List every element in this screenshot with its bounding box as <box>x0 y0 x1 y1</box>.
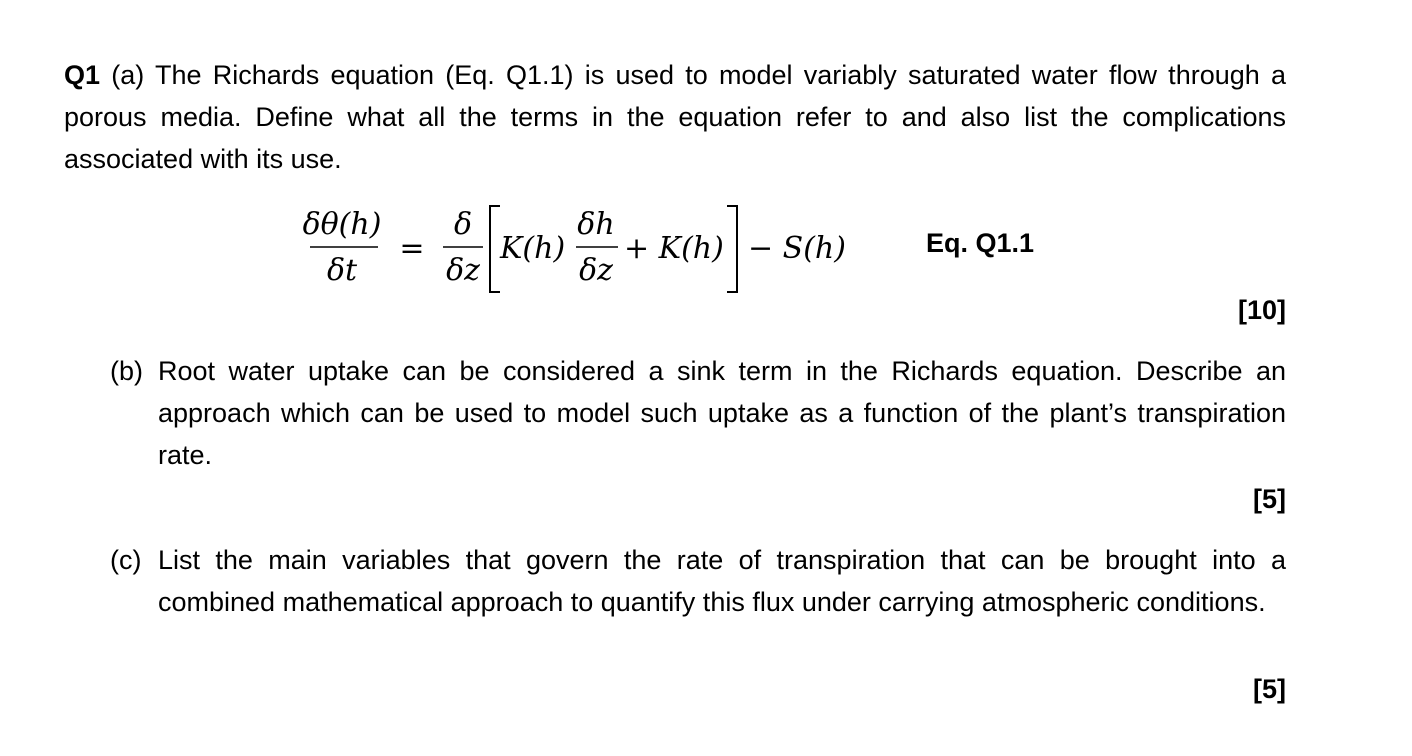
part-a-paragraph <box>64 54 1286 180</box>
part-c-text: List the main variables that govern the rate of transpiration that can be brought into a combined mathematical approach to quantify this flux under carrying atmospheric conditions. <box>158 545 1286 617</box>
eq-op-denominator: δz <box>446 253 480 288</box>
part-c-marks: [5] <box>1253 674 1286 704</box>
eq-right-bracket <box>727 206 737 292</box>
eq-plus-term: + K(h) <box>624 231 724 266</box>
equation-label: Eq. Q1.1 <box>926 228 1035 258</box>
eq-inner-numerator: δh <box>577 207 615 242</box>
part-a-text: The Richards equation (Eq. Q1.1) is used to model variably saturated water flow through a porous media. Define what all the terms in the equation refer to and also list the complications associated with its use. <box>64 60 1286 174</box>
part-c-label: (c) <box>110 545 142 575</box>
part-b-text: Root water uptake can be considered a sink term in the Richards equation. Describe an approach which can be used to model such uptake as a function of the plant’s transpiration rate. <box>158 356 1286 470</box>
richards-equation <box>300 196 900 306</box>
eq-inner-denominator: δz <box>579 253 613 288</box>
part-a-marks: [10] <box>1237 295 1286 325</box>
eq-k-term: K(h) <box>500 231 566 266</box>
part-b-label: (b) <box>110 356 143 386</box>
eq-lhs-numerator: δθ(h) <box>302 207 382 242</box>
eq-lhs-denominator: δt <box>326 253 358 288</box>
eq-op-numerator: δ <box>453 207 473 242</box>
question-number: Q1 <box>64 60 101 90</box>
part-a-label: (a) <box>111 60 145 90</box>
eq-equals-sign: = <box>399 231 425 266</box>
eq-left-bracket <box>490 206 500 292</box>
part-b-marks: [5] <box>1253 484 1286 514</box>
eq-sink-term: − S(h) <box>748 231 846 266</box>
